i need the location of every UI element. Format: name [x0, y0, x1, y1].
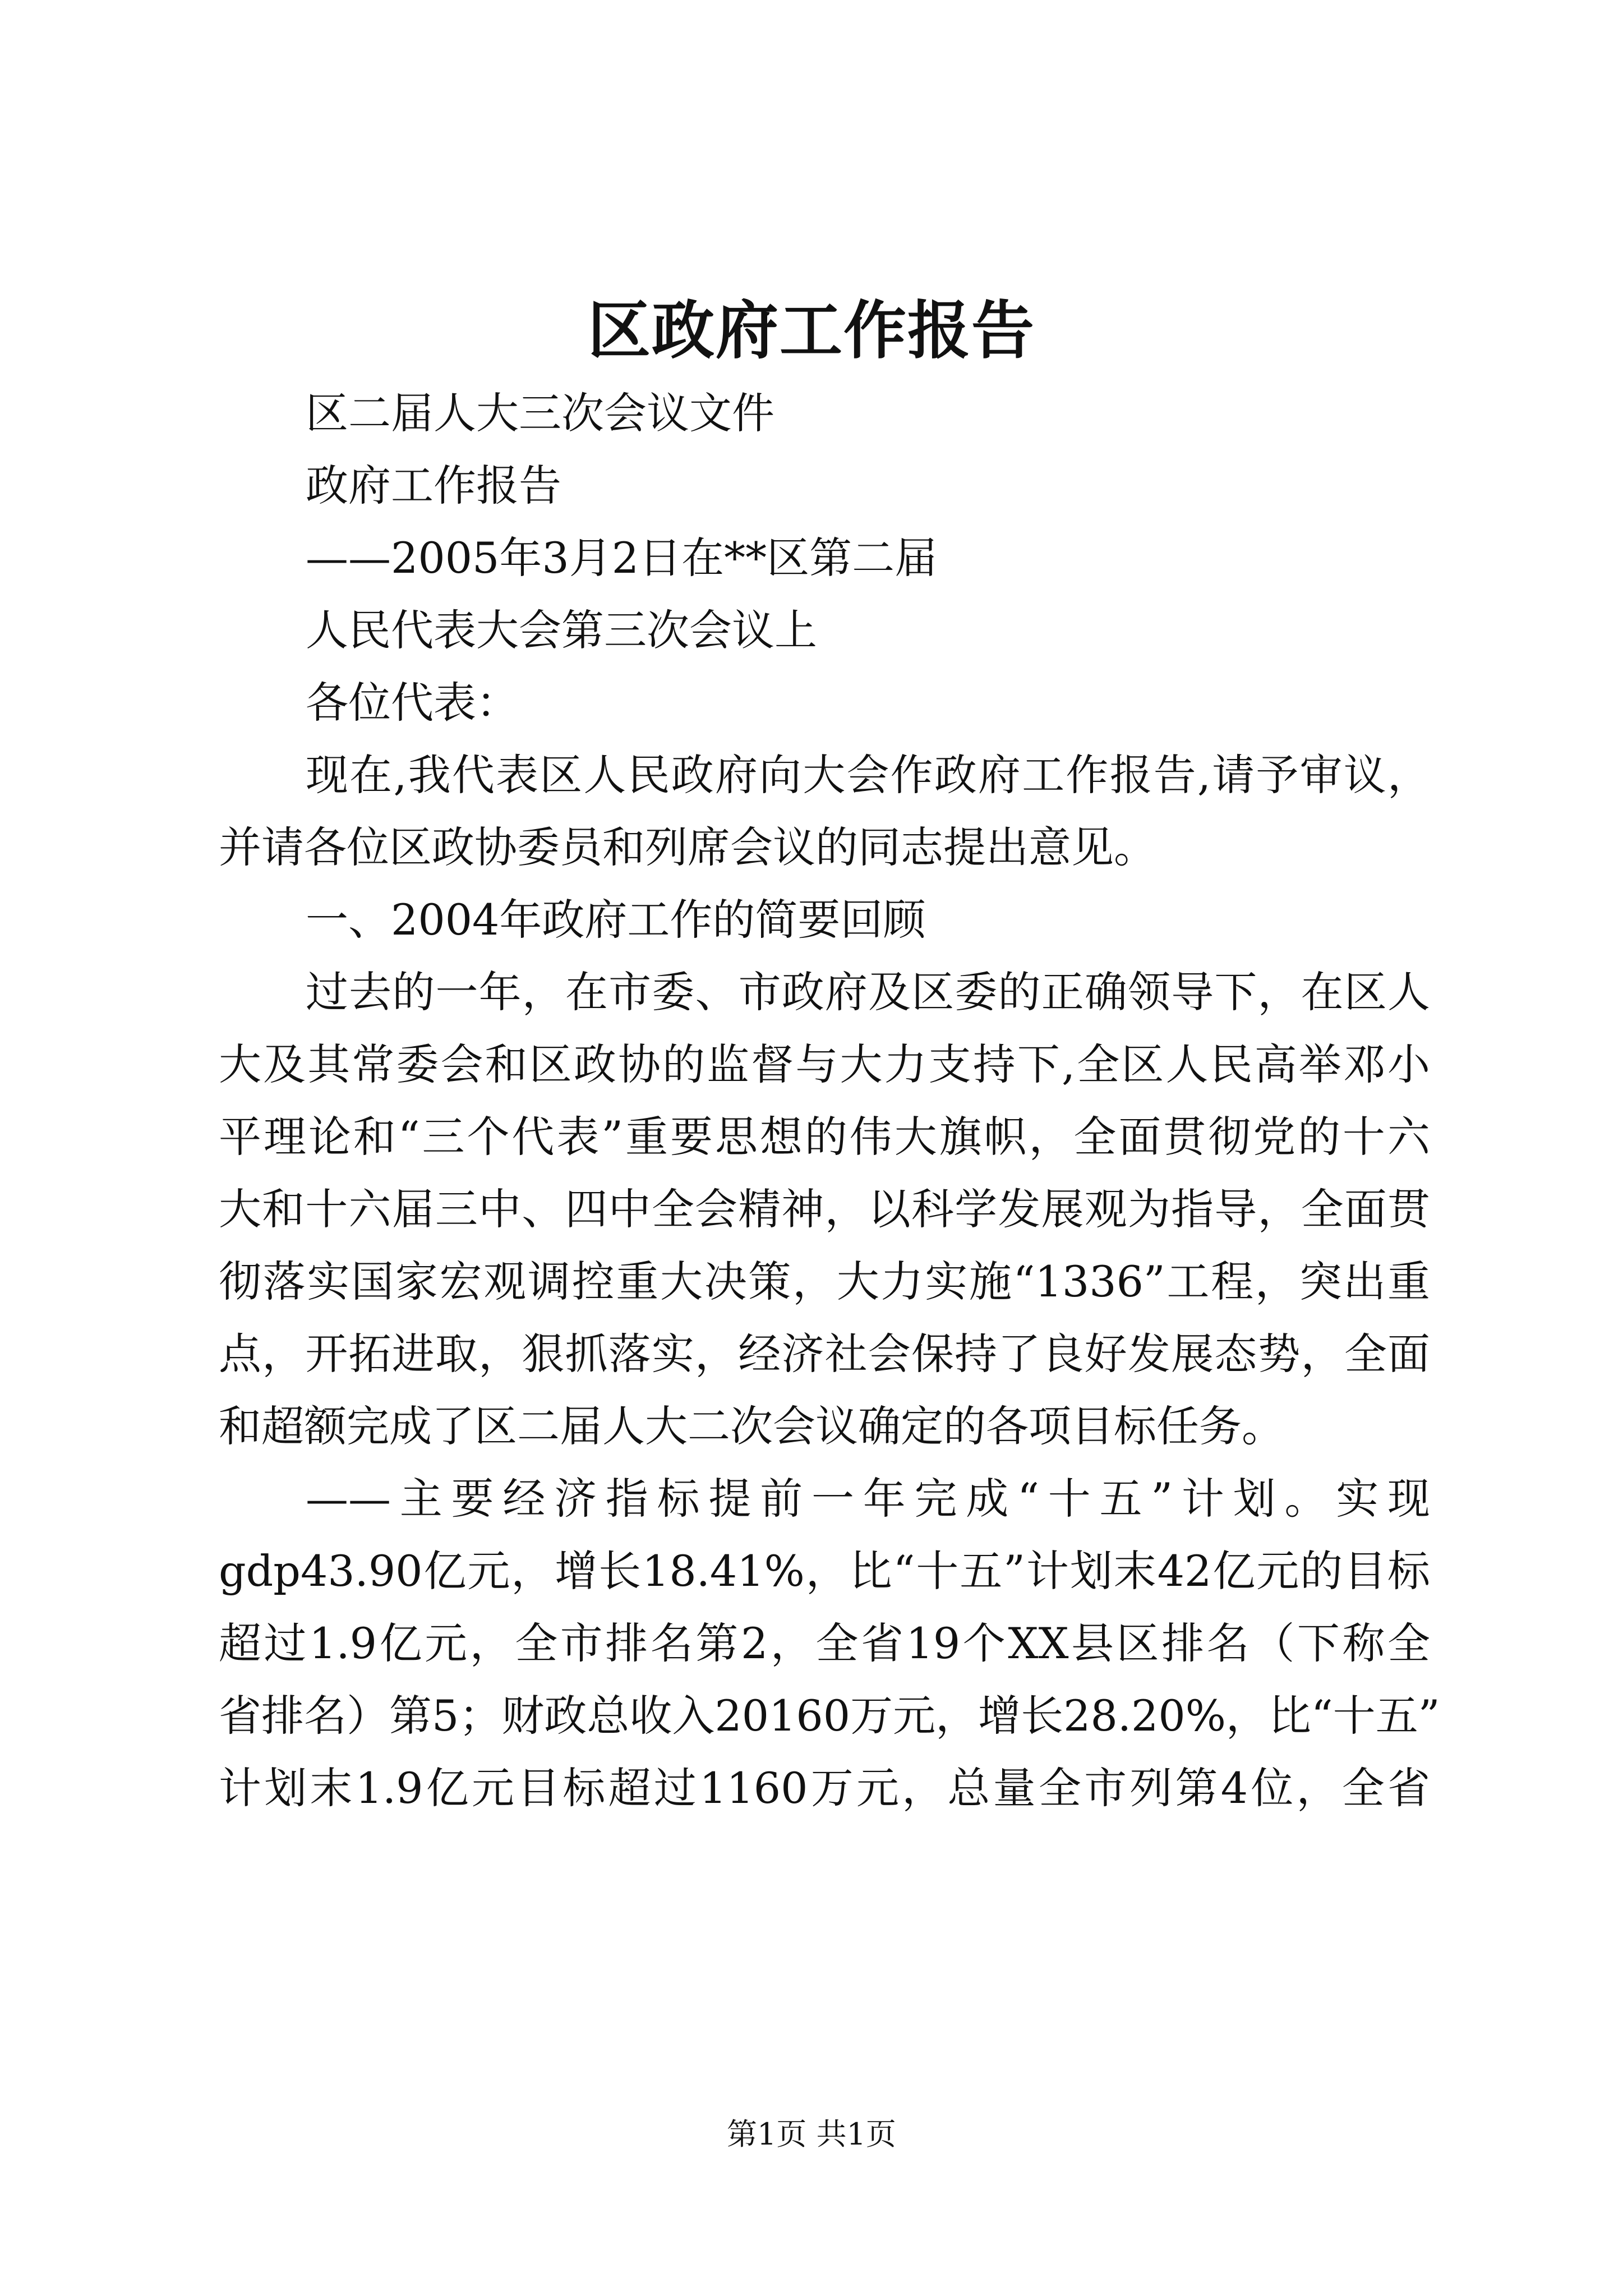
page-footer: 第1页 共1页	[727, 2116, 896, 2152]
text-line: 计划末1.9亿元目标超过1160万元，总量全市列第4位，全省	[219, 1763, 1430, 1813]
text-line: 各位代表：	[306, 678, 519, 728]
text-line: ——主要经济指标提前一年完成“十五”计划。实现	[306, 1474, 1430, 1524]
text-line: 政府工作报告	[306, 461, 561, 510]
text-line: 省排名）第5；财政总收入20160万元，增长28.20%，比“十五”	[219, 1691, 1440, 1741]
text-line: 一、2004年政府工作的简要回顾	[306, 895, 926, 945]
text-line: 现在,我代表区人民政府向大会作政府工作报告,请予审议，	[306, 750, 1430, 800]
text-line: 平理论和“三个代表”重要思想的伟大旗帜，全面贯彻党的十六	[219, 1112, 1430, 1162]
text-line: gdp43.90亿元，增长18.41%，比“十五”计划末42亿元的目标	[219, 1546, 1430, 1596]
text-line: 超过1.9亿元，全市排名第2，全省19个XX县区排名（下称全	[219, 1618, 1430, 1668]
text-line: 人民代表大会第三次会议上	[306, 605, 817, 655]
document-body	[219, 377, 1440, 1824]
text-line: 大和十六届三中、四中全会精神，以科学发展观为指导，全面贯	[219, 1184, 1430, 1234]
text-line: 彻落实国家宏观调控重大决策，大力实施“1336”工程，突出重	[219, 1257, 1430, 1306]
text-line: ——2005年3月2日在**区第二届	[306, 533, 938, 583]
text-line: 和超额完成了区二届人大二次会议确定的各项目标任务。	[219, 1401, 1284, 1451]
text-line: 区二届人大三次会议文件	[306, 388, 774, 438]
document-title: 区政府工作报告	[588, 294, 1035, 367]
text-line: 并请各位区政协委员和列席会议的同志提出意见。	[219, 822, 1156, 872]
text-line: 过去的一年，在市委、市政府及区委的正确领导下，在区人	[306, 967, 1430, 1017]
text-line: 大及其常委会和区政协的监督与大力支持下,全区人民高举邓小	[219, 1039, 1430, 1089]
text-line: 点，开拓进取，狠抓落实，经济社会保持了良好发展态势，全面	[219, 1329, 1430, 1379]
